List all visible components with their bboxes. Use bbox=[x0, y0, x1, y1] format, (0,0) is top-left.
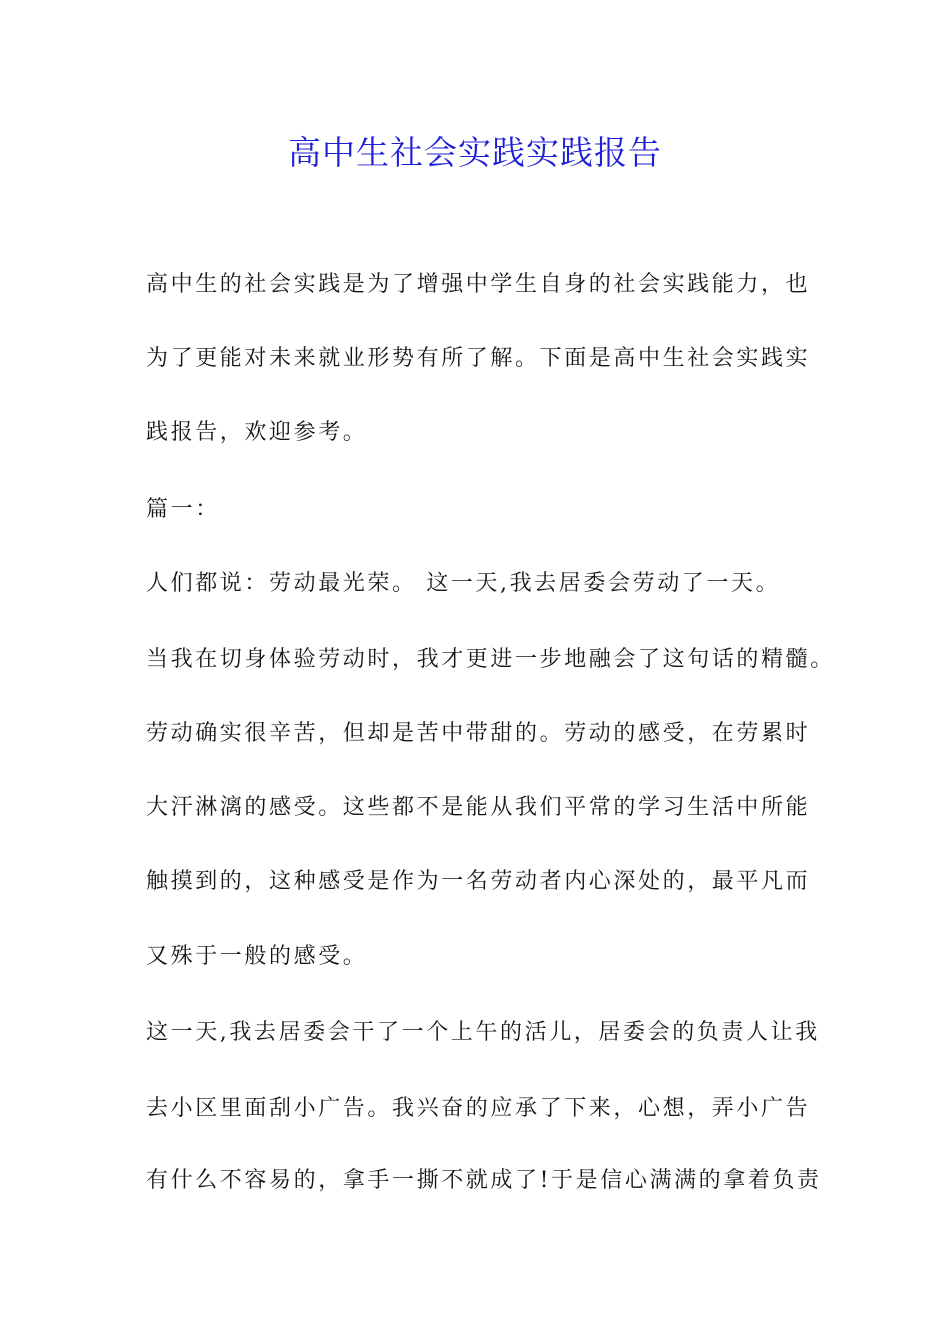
paragraph-line: 为了更能对未来就业形势有所了解。下面是高中生社会实践实 bbox=[146, 346, 811, 371]
paragraph-line: 又殊于一般的感受。 bbox=[146, 944, 368, 969]
paragraph-line: 践报告，欢迎参考。 bbox=[146, 420, 368, 445]
paragraph-line: 有什么不容易的，拿手一撕不就成了!于是信心满满的拿着负责 bbox=[146, 1168, 822, 1193]
document-title: 高中生社会实践实践报告 bbox=[288, 133, 662, 172]
paragraph-line: 去小区里面刮小广告。我兴奋的应承了下来，心想，弄小广告 bbox=[146, 1096, 811, 1121]
paragraph-line: 大汗淋漓的感受。这些都不是能从我们平常的学习生活中所能 bbox=[146, 795, 811, 820]
paragraph-line: 高中生的社会实践是为了增强中学生自身的社会实践能力，也 bbox=[146, 272, 811, 297]
paragraph-line: 劳动确实很辛苦，但却是苦中带甜的。劳动的感受，在劳累时 bbox=[146, 721, 811, 746]
section-heading: 篇一： bbox=[146, 497, 220, 522]
paragraph-line: 人们都说：劳动最光荣。 这一天,我去居委会劳动了一天。 bbox=[146, 571, 781, 596]
paragraph-line: 这一天,我去居委会干了一个上午的活儿，居委会的负责人让我 bbox=[146, 1020, 820, 1045]
paragraph-line: 当我在切身体验劳动时，我才更进一步地融会了这句话的精髓。 bbox=[146, 647, 835, 672]
paragraph-line: 触摸到的，这种感受是作为一名劳动者内心深处的，最平凡而 bbox=[146, 869, 811, 894]
